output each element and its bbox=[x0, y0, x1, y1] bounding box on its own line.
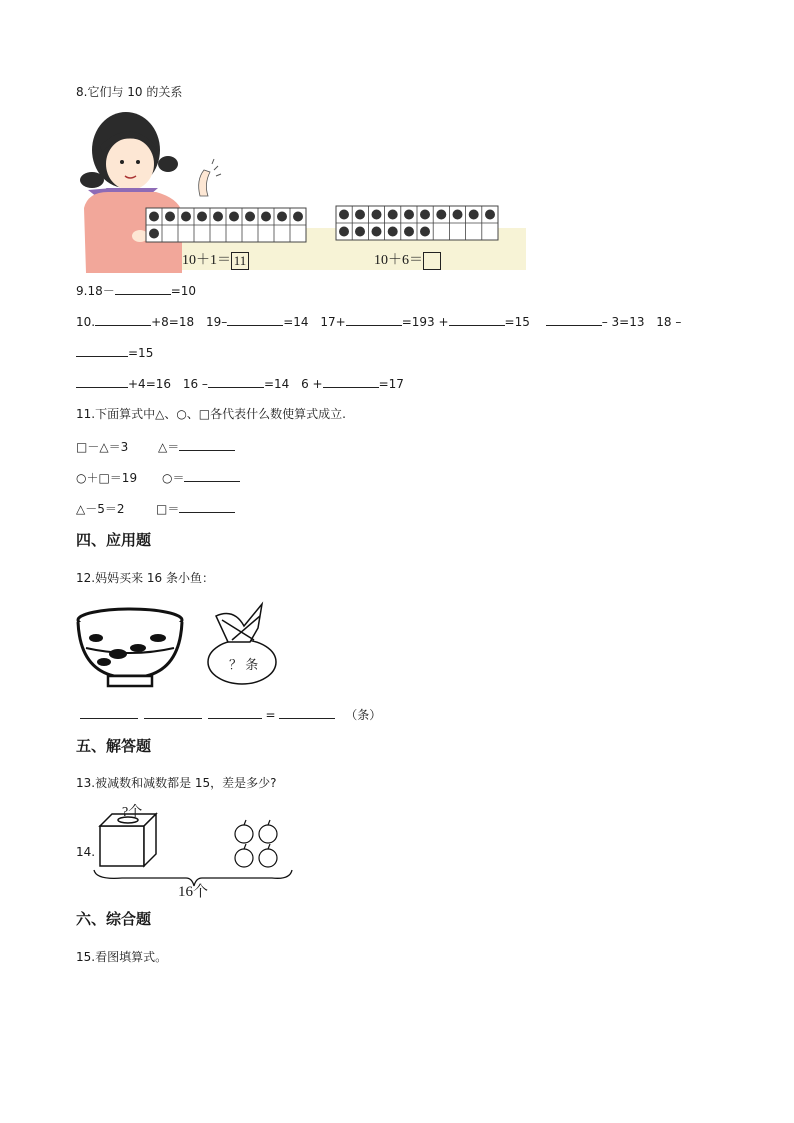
q13-title: 13.被减数和减数都是 15，差是多少? bbox=[76, 776, 277, 790]
fish-bowl bbox=[78, 609, 182, 686]
q15-title: 15.看图填算式。 bbox=[76, 950, 168, 964]
q14-number: 14. bbox=[76, 845, 96, 859]
q10-blank-f[interactable] bbox=[76, 344, 128, 357]
q12-equation: = （条） bbox=[80, 706, 381, 723]
ten-frame-right bbox=[336, 206, 498, 240]
q10-blank-d[interactable] bbox=[449, 313, 505, 326]
q8-equation-2: 10＋6＝ bbox=[374, 249, 441, 270]
section-4-heading: 四、应用题 bbox=[76, 531, 152, 549]
ten-frame-left bbox=[146, 208, 306, 242]
q8-answer-box-1[interactable]: 11 bbox=[231, 252, 249, 270]
q11-row-3: △－5＝2 □＝ bbox=[76, 500, 235, 517]
q8-illustration bbox=[78, 108, 528, 273]
q12-blank-2[interactable] bbox=[144, 706, 202, 719]
q10-blank-a[interactable] bbox=[95, 313, 151, 326]
q12-title: 12.妈妈买来 16 条小鱼： bbox=[76, 571, 214, 585]
q11-title: 11.下面算式中△、○、□各代表什么数使算式成立. bbox=[76, 407, 346, 421]
q10-blank-j[interactable] bbox=[323, 375, 379, 388]
q14-illustration bbox=[92, 800, 302, 900]
q12-blank-1[interactable] bbox=[80, 706, 138, 719]
q11-row-2: ○＋□＝19 ○＝ bbox=[76, 469, 240, 486]
q11-blank-3[interactable] bbox=[179, 500, 235, 513]
q11-blank-1[interactable] bbox=[179, 438, 235, 451]
q11-row-1: □－△＝3 △＝ bbox=[76, 438, 235, 455]
q11-blank-2[interactable] bbox=[184, 469, 240, 482]
q12-blank-3[interactable] bbox=[208, 706, 262, 719]
q9-line: 9.18－ =10 bbox=[76, 284, 197, 298]
q10-blank-i[interactable] bbox=[208, 375, 264, 388]
q12-illustration bbox=[74, 598, 294, 692]
q10-line-2: =15 bbox=[76, 344, 153, 361]
apples bbox=[235, 820, 277, 867]
q10-blank-b[interactable] bbox=[227, 313, 283, 326]
q10-line-1: 10. +8=18 19– =14 17+ =193 + =15 – 3=13 18 – bbox=[76, 315, 682, 329]
q10-line-3: +4=16 16 – =14 6 + =17 bbox=[76, 375, 404, 392]
box-figure bbox=[100, 814, 156, 866]
q8-title: 8.它们与 10 的关系 bbox=[76, 85, 183, 99]
section-5-heading: 五、解答题 bbox=[76, 737, 152, 755]
section-6-heading: 六、综合题 bbox=[76, 910, 152, 928]
q8-equation-1: 10＋1＝ 11 bbox=[182, 249, 249, 270]
q9-blank[interactable] bbox=[115, 282, 171, 295]
q12-blank-answer[interactable] bbox=[279, 706, 335, 719]
q10-blank-c[interactable] bbox=[346, 313, 402, 326]
q10-blank-h[interactable] bbox=[76, 375, 128, 388]
q14-box-label: ?个 bbox=[122, 805, 143, 820]
q8-answer-box-2[interactable] bbox=[423, 252, 441, 270]
q14-total-label: 16个 bbox=[178, 884, 209, 900]
q12-bag-label: ？ 条 bbox=[229, 657, 259, 672]
q10-blank-e[interactable] bbox=[546, 313, 602, 326]
